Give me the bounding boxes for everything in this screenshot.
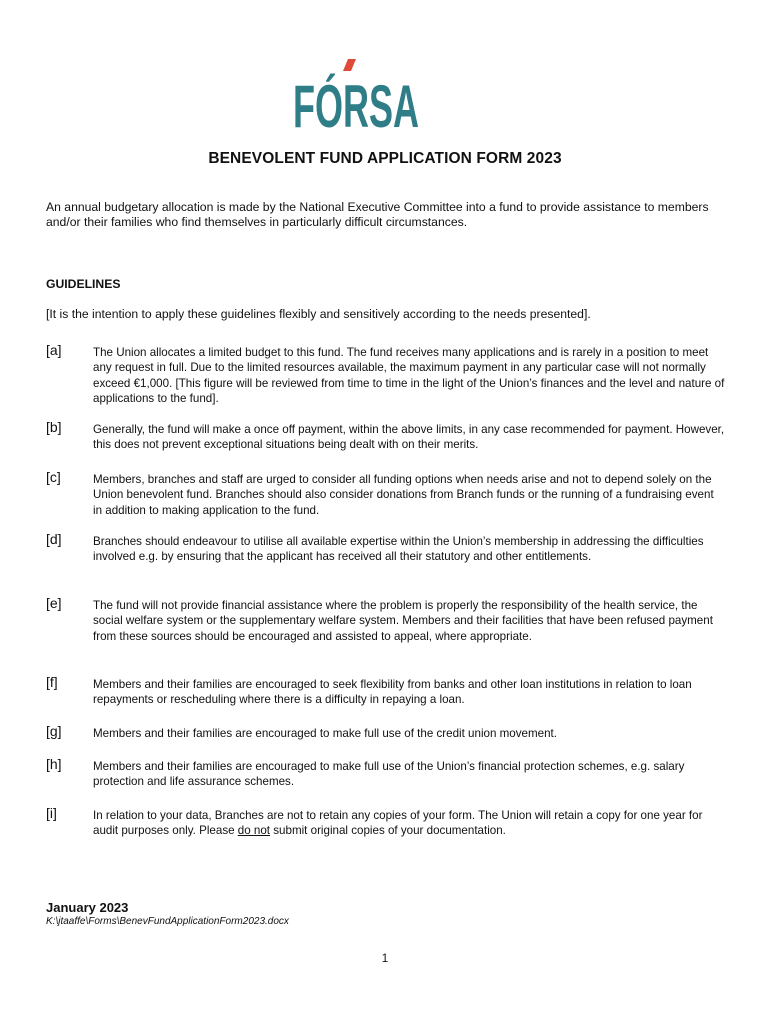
file-path: K:\jtaaffe\Forms\BenevFundApplicationForm2023.docx (46, 916, 289, 927)
logo-accent-mark (343, 59, 356, 71)
guideline-text-underlined: do not (237, 824, 271, 838)
guideline-text: The Union allocates a limited budget to this fund. The fund receives many applications and is rarely in a position to meet any request in full. Due to the limited resources available, the maximum payment in any particular case will not normally exceed €1,000. [This figure will be reviewed from time to time in the light of the Union’s finances and the level and nature of applications to the fund]. (93, 346, 725, 406)
guideline-letter: [i] (46, 805, 57, 821)
guideline-text-part: In relation to your data, Branches are not to retain any copies of your form. The Union will retain a copy for one year for audit purposes only. Please (93, 809, 703, 838)
guideline-text (93, 808, 725, 839)
intro-paragraph: An annual budgetary allocation is made by the National Executive Committee into a fund to provide assistance to members and/or their families who find themselves in particularly difficult circumstances. (46, 200, 709, 229)
guidelines-note: [It is the intention to apply these guidelines flexibly and sensitively according to the needs presented]. (46, 307, 591, 321)
guideline-text: The fund will not provide financial assistance where the problem is properly the responsibility of the health service, the social welfare system or the supplementary welfare system. Members and their facilities that have been refused payment from these sources should be encouraged and assisted to appeal, where appropriate. (93, 599, 713, 643)
page-number: 1 (381, 953, 389, 965)
guideline-letter: [a] (46, 342, 62, 358)
guideline-letter: [e] (46, 595, 62, 611)
guideline-letter: [c] (46, 469, 61, 485)
guideline-text: Branches should endeavour to utilise all available expertise within the Union’s membership in addressing the difficulties involved e.g. by ensuring that the applicant has received all their statutory and other entitlements. (93, 535, 704, 564)
guideline-text-part: submit original copies of your documentation. (270, 824, 506, 838)
guideline-text: Members and their families are encouraged to make full use of the credit union movement. (93, 727, 557, 740)
page-title: BENEVOLENT FUND APPLICATION FORM 2023 (208, 150, 562, 167)
guideline-letter: [g] (46, 723, 62, 739)
guideline-letter: [f] (46, 674, 58, 690)
logo-text: FÓRSA (293, 73, 419, 135)
guideline-letter: [b] (46, 419, 62, 435)
forsa-logo (0, 55, 770, 135)
guideline-letter: [h] (46, 756, 62, 772)
guideline-text: Members and their families are encouraged to seek flexibility from banks and other loan institutions in relation to loan repayments or rescheduling where there is a difficulty in repaying a loan. (93, 678, 692, 707)
guideline-letter: [d] (46, 531, 62, 547)
guideline-text: Members, branches and staff are urged to consider all funding options when needs arise and not to depend solely on the Union benevolent fund. Branches should also consider donations from Branch funds or the running of a fundraising event in addition to making application to the fund. (93, 473, 714, 517)
guideline-text: Generally, the fund will make a once off payment, within the above limits, in any case recommended for payment. However, this does not prevent exceptional situations being dealt with on their merits. (93, 423, 725, 452)
document-date: January 2023 (46, 900, 129, 915)
guidelines-heading: GUIDELINES (46, 277, 121, 291)
guideline-text: Members and their families are encouraged to make full use of the Union’s financial protection schemes, e.g. salary protection and life assurance schemes. (93, 760, 685, 789)
